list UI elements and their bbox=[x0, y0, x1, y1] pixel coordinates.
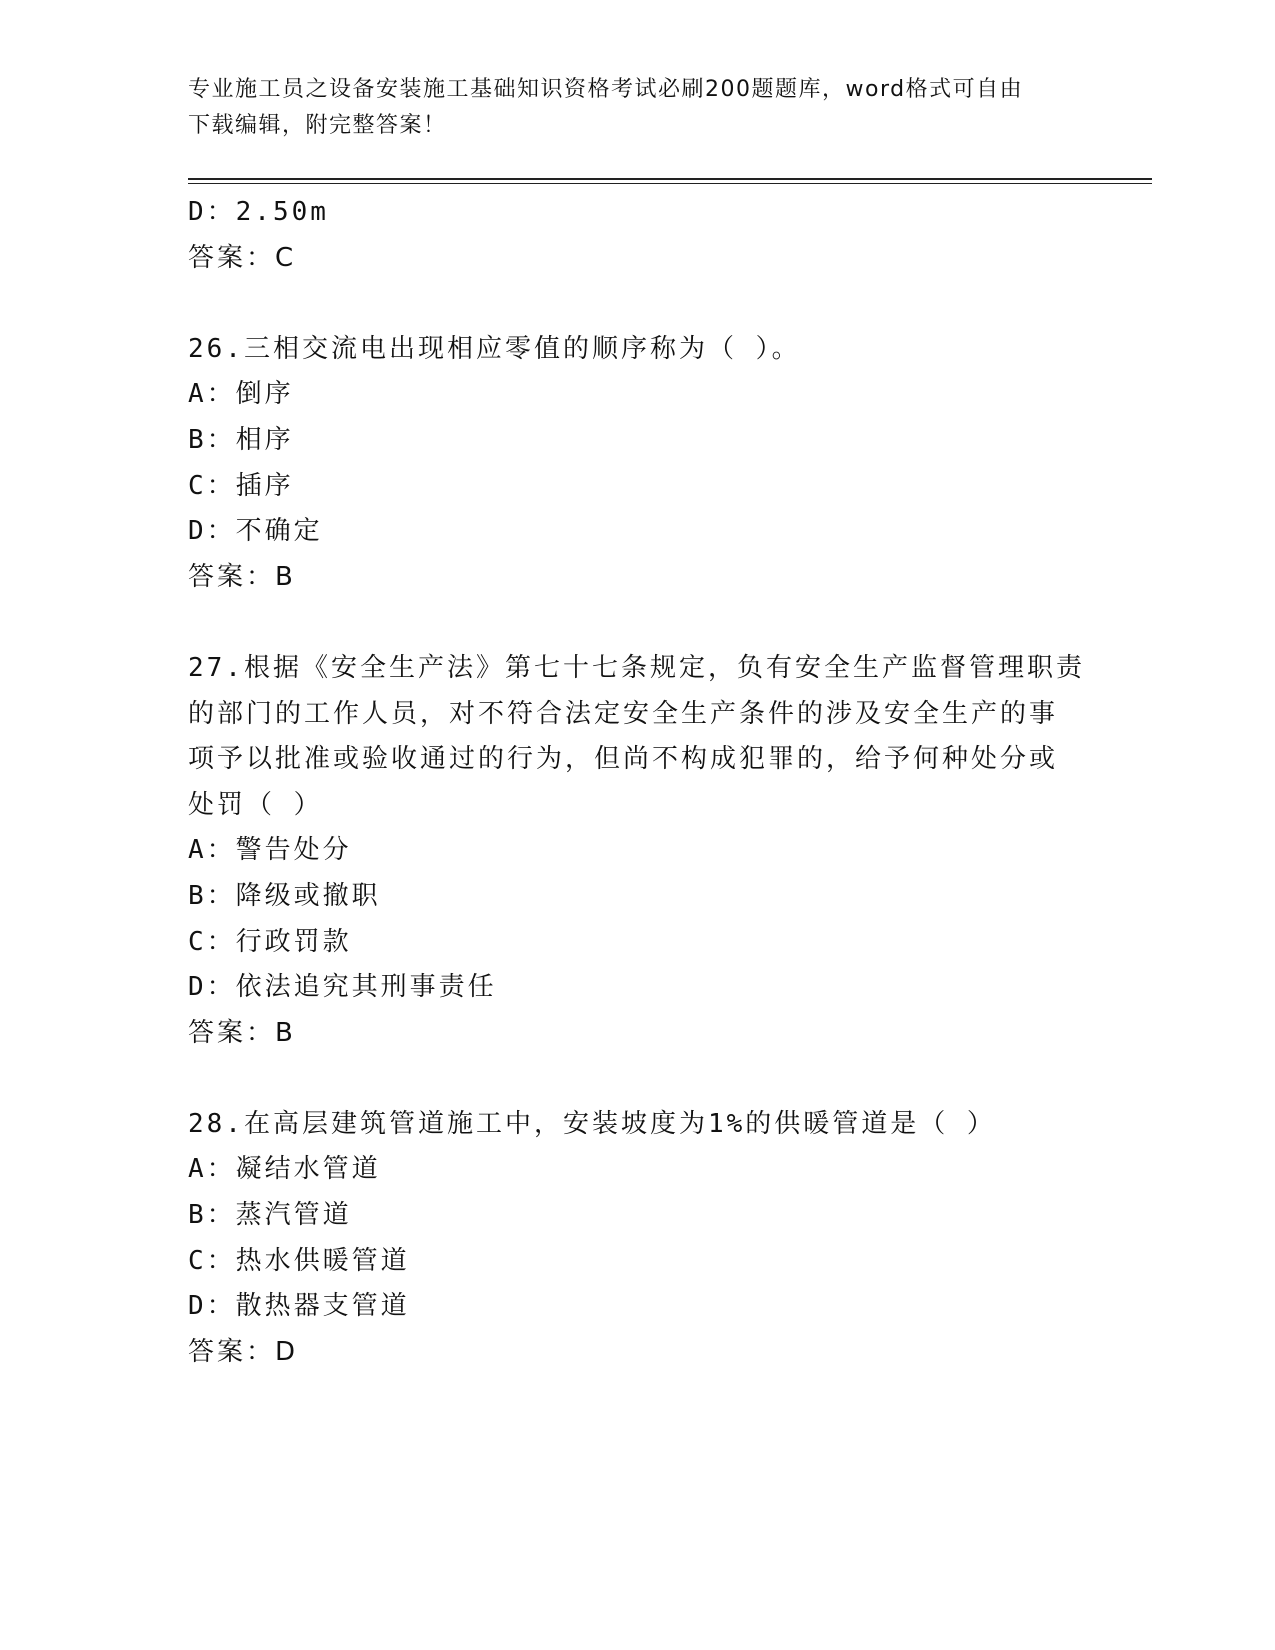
header-line-1: 专业施工员之设备安装施工基础知识资格考试必刷200题题库，word格式可自由 bbox=[188, 77, 1024, 102]
question-body bbox=[188, 190, 1088, 1375]
spacer bbox=[188, 1056, 1088, 1102]
option-a: A：凝结水管道 bbox=[188, 1154, 381, 1185]
answer-line: 答案：D bbox=[188, 1336, 299, 1367]
question-stem-line: 的部门的工作人员，对不符合法定安全生产条件的涉及安全生产的事 bbox=[188, 698, 1059, 729]
question-block bbox=[188, 1102, 1088, 1376]
option-a: A：倒序 bbox=[188, 379, 294, 410]
question-stem-line: 27.根据《安全生产法》第七十七条规定，负有安全生产监督管理职责 bbox=[188, 652, 1085, 683]
answer-line: 答案：B bbox=[188, 1017, 296, 1048]
option-d: D：依法追究其刑事责任 bbox=[188, 972, 497, 1003]
question-stem-line: 项予以批准或验收通过的行为，但尚不构成犯罪的，给予何种处分或 bbox=[188, 744, 1059, 775]
spacer bbox=[188, 281, 1088, 327]
question-stem: 26.三相交流电出现相应零值的顺序称为（ ）。 bbox=[188, 333, 801, 364]
header-divider-thin bbox=[188, 183, 1152, 184]
spacer bbox=[188, 600, 1088, 646]
option-d: D：散热器支管道 bbox=[188, 1291, 410, 1322]
option-c: C：热水供暖管道 bbox=[188, 1245, 410, 1276]
option-d: D：不确定 bbox=[188, 516, 323, 547]
question-stem-line: 处罚（ ） bbox=[188, 789, 323, 820]
header-line-2: 下载编辑，附完整答案！ bbox=[188, 113, 447, 138]
prev-option-d: D：2.50m bbox=[188, 197, 329, 227]
option-c: C：插序 bbox=[188, 470, 294, 501]
option-a: A：警告处分 bbox=[188, 835, 352, 866]
option-b: B：降级或撤职 bbox=[188, 880, 381, 911]
option-b: B：蒸汽管道 bbox=[188, 1200, 352, 1231]
option-b: B：相序 bbox=[188, 424, 294, 455]
option-c: C：行政罚款 bbox=[188, 926, 352, 957]
document-header bbox=[188, 72, 1088, 144]
question-stem: 28.在高层建筑管道施工中，安装坡度为1%的供暖管道是（ ） bbox=[188, 1108, 996, 1139]
question-block bbox=[188, 646, 1088, 1056]
prev-answer: 答案：C bbox=[188, 242, 297, 273]
answer-line: 答案：B bbox=[188, 561, 296, 592]
question-block bbox=[188, 327, 1088, 601]
header-divider-thick bbox=[188, 178, 1152, 180]
